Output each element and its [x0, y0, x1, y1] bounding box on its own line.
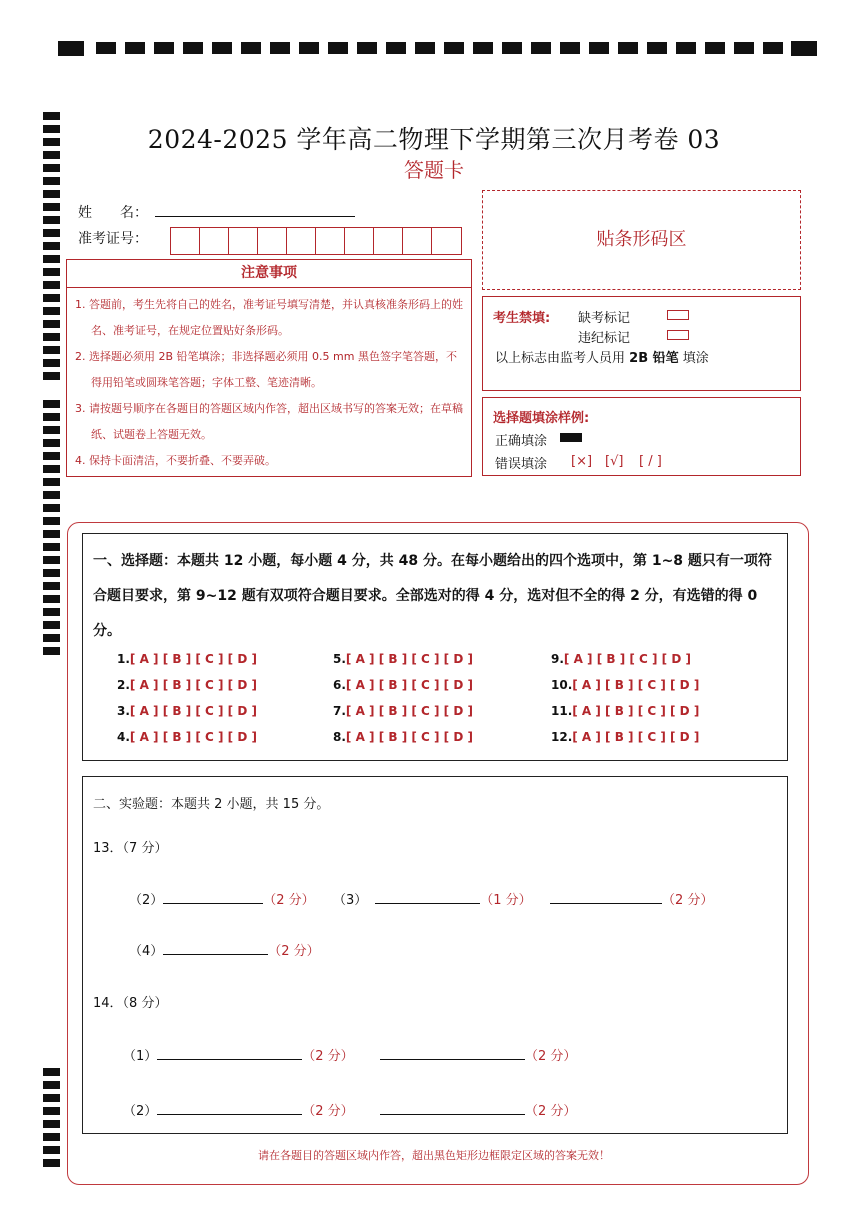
answer-options[interactable]: [ A ] [ B ] [ C ] [ D ]	[572, 678, 700, 692]
answer-options[interactable]: [ A ] [ B ] [ C ] [ D ]	[129, 704, 257, 718]
question-number: 5.	[333, 652, 346, 666]
timing-mark	[183, 42, 203, 54]
q14-part2-blank-1[interactable]	[157, 1103, 302, 1115]
choice-question	[333, 678, 473, 692]
notice-heading: 注意事项	[67, 260, 471, 288]
id-label: 准考证号：	[78, 231, 148, 247]
q13-part3-blank-2[interactable]	[550, 892, 662, 904]
timing-mark	[444, 42, 464, 54]
id-number-boxes[interactable]	[170, 227, 462, 255]
timing-mark	[473, 42, 493, 54]
timing-mark	[43, 634, 60, 642]
choice-question	[551, 730, 699, 744]
q14-label: 14．（8 分）	[93, 996, 168, 1011]
forbidden-box	[482, 296, 801, 391]
timing-mark	[43, 333, 60, 341]
absent-mark-box[interactable]	[667, 310, 689, 320]
timing-mark	[43, 517, 60, 525]
question-number: 1.	[117, 652, 130, 666]
timing-mark	[43, 307, 60, 315]
question-number: 4.	[117, 730, 130, 744]
timing-mark	[734, 42, 754, 54]
q13-part3-points-2: （2 分）	[661, 893, 714, 908]
choice-question	[551, 652, 691, 666]
timing-mark	[43, 112, 60, 120]
question-number: 2.	[117, 678, 130, 692]
question-number: 9.	[551, 652, 564, 666]
timing-mark	[154, 42, 174, 54]
timing-mark	[43, 1081, 60, 1089]
correct-fill-label: 正确填涂	[495, 434, 548, 449]
correct-fill-sample	[560, 433, 582, 442]
choice-question	[117, 704, 257, 718]
q13-row-1	[129, 889, 713, 908]
timing-mark	[43, 320, 60, 328]
timing-mark	[43, 268, 60, 276]
experiment-heading: 二、实验题：本题共 2 小题，共 15 分。	[93, 797, 330, 812]
timing-mark	[618, 42, 638, 54]
timing-mark	[43, 242, 60, 250]
footer-note: 请在各题目的答题区域内作答，超出黑色矩形边框限定区域的答案无效！	[258, 1149, 610, 1162]
q13-part3-points-1: （1 分）	[480, 893, 532, 908]
id-cell[interactable]	[171, 228, 200, 254]
q13-part2-points: （2 分）	[263, 893, 315, 908]
answer-options[interactable]: [ A ] [ B ] [ C ] [ D ]	[345, 730, 473, 744]
section-experiment	[82, 776, 788, 1134]
id-cell[interactable]	[374, 228, 403, 254]
timing-mark	[357, 42, 377, 54]
wrong-fill-label: 错误填涂	[495, 457, 548, 472]
name-label: 姓 名：	[78, 205, 148, 221]
timing-mark	[43, 504, 60, 512]
answer-options[interactable]: [ A ] [ B ] [ C ] [ D ]	[129, 678, 257, 692]
timing-mark	[96, 42, 116, 54]
notice-item-3: 3. 请按题号顺序在各题目的答题区域内作答，超出区域书写的答案无效；在草稿纸、试题卷上答题无效。	[75, 402, 463, 441]
section-choice	[82, 533, 788, 761]
timing-mark	[43, 372, 60, 380]
id-cell[interactable]	[316, 228, 345, 254]
choice-question	[117, 652, 257, 666]
id-cell[interactable]	[403, 228, 432, 254]
id-cell[interactable]	[432, 228, 461, 254]
timing-mark	[125, 42, 145, 54]
fill-example-box	[482, 397, 801, 476]
question-number: 3.	[117, 704, 130, 718]
question-number: 10.	[551, 678, 573, 692]
timing-mark	[43, 294, 60, 302]
timing-mark	[43, 621, 60, 629]
notice-box	[66, 259, 472, 477]
timing-mark	[589, 42, 609, 54]
name-field[interactable]	[155, 203, 355, 217]
timing-mark	[43, 400, 60, 408]
timing-mark	[647, 42, 667, 54]
question-number: 7.	[333, 704, 346, 718]
q14-part2-label: （2）	[123, 1104, 158, 1119]
forbidden-label: 考生禁填:	[493, 311, 551, 326]
forbidden-note-suffix: 填涂	[682, 351, 709, 366]
q13-part4-points: （2 分）	[268, 944, 320, 959]
timing-mark	[43, 426, 60, 434]
notice-item-1: 1. 答题前，考生先将自己的姓名，准考证号填写清楚，并认真核准条形码上的姓名、准考证号，在规定位置贴好条形码。	[75, 298, 463, 337]
timing-mark	[43, 543, 60, 551]
timing-mark	[791, 41, 817, 56]
answer-options[interactable]: [ A ] [ B ] [ C ] [ D ]	[345, 678, 473, 692]
q14-row-1	[123, 1045, 576, 1064]
timing-mark	[43, 190, 60, 198]
answer-options[interactable]: [ A ] [ B ] [ C ] [ D ]	[129, 730, 257, 744]
timing-mark	[58, 41, 84, 56]
timing-mark	[43, 255, 60, 263]
question-number: 11.	[551, 704, 573, 718]
timing-mark	[43, 281, 60, 289]
choice-question	[117, 678, 257, 692]
wrong-mark-check: [√]	[605, 454, 624, 469]
absent-label: 缺考标记	[578, 311, 631, 326]
q14-row-2	[123, 1100, 576, 1119]
q13-row-2	[129, 940, 320, 959]
question-number: 8.	[333, 730, 346, 744]
answer-options[interactable]: [ A ] [ B ] [ C ] [ D ]	[572, 730, 700, 744]
q14-part2-points-2: （2 分）	[524, 1104, 577, 1119]
timing-mark	[560, 42, 580, 54]
forbidden-note-bold: 2B 铅笔	[629, 351, 679, 366]
notice-item-2: 2. 选择题必须用 2B 铅笔填涂；非选择题必须用 0.5 mm 黑色签字笔答题，不得用铅笔或圆珠笔答题；字体工整、笔迹清晰。	[75, 350, 457, 389]
answer-options[interactable]: [ A ] [ B ] [ C ] [ D ]	[345, 652, 473, 666]
timing-mark	[43, 439, 60, 447]
timing-mark	[43, 216, 60, 224]
timing-mark	[43, 556, 60, 564]
id-cell[interactable]	[229, 228, 258, 254]
timing-mark	[270, 42, 290, 54]
answer-options[interactable]: [ A ] [ B ] [ C ] [ D ]	[129, 652, 257, 666]
timing-mark	[43, 1133, 60, 1141]
timing-mark	[43, 229, 60, 237]
timing-mark	[43, 582, 60, 590]
timing-mark	[43, 1068, 60, 1076]
q13-part4-blank[interactable]	[163, 943, 268, 955]
q14-part1-blank-1[interactable]	[157, 1048, 302, 1060]
timing-mark	[43, 1094, 60, 1102]
q14-part1-blank-2[interactable]	[380, 1048, 525, 1060]
answer-options[interactable]: [ A ] [ B ] [ C ] [ D ]	[572, 704, 700, 718]
choice-question	[551, 704, 699, 718]
timing-mark	[386, 42, 406, 54]
fill-example-heading: 选择题填涂样例:	[493, 411, 590, 426]
timing-mark	[676, 42, 696, 54]
violation-label: 违纪标记	[578, 331, 631, 346]
timing-mark	[43, 346, 60, 354]
timing-mark	[43, 491, 60, 499]
q14-part2-points-1: （2 分）	[302, 1104, 354, 1119]
timing-mark	[43, 595, 60, 603]
q14-part1-points-2: （2 分）	[524, 1049, 577, 1064]
timing-mark	[43, 608, 60, 616]
choice-instructions: 一、选择题：本题共 12 小题，每小题 4 分，共 48 分。在每小题给出的四个选项中，第 1~8 题只有一项符合题目要求，第 9~12 题有双项符合题目要求。全部选对的得 4 分，选对但不全的得 2 分，有选错的得 0 分。	[93, 553, 772, 639]
timing-mark	[531, 42, 551, 54]
id-cell[interactable]	[200, 228, 229, 254]
page-subtitle: 答题卡	[404, 158, 464, 182]
timing-mark	[43, 530, 60, 538]
timing-mark	[43, 452, 60, 460]
choice-question	[333, 730, 473, 744]
barcode-area[interactable]: 贴条形码区	[482, 190, 801, 290]
id-cell[interactable]	[258, 228, 287, 254]
notice-item-4: 4. 保持卡面清洁，不要折叠、不要弄破。	[75, 454, 276, 467]
q13-part3-blank-1[interactable]	[375, 892, 480, 904]
timing-mark	[43, 1107, 60, 1115]
id-cell[interactable]	[345, 228, 374, 254]
forbidden-note-prefix: 以上标志由监考人员用	[495, 351, 626, 366]
q13-part4-label: （4）	[129, 944, 164, 959]
choice-question	[117, 730, 257, 744]
violation-mark-box[interactable]	[667, 330, 689, 340]
timing-mark	[212, 42, 232, 54]
timing-mark	[43, 413, 60, 421]
page-title: 2024-2025 学年高二物理下学期第三次月考卷 03	[147, 125, 721, 154]
timing-mark	[43, 1120, 60, 1128]
choice-question	[551, 678, 699, 692]
q14-part2-blank-2[interactable]	[380, 1103, 525, 1115]
wrong-mark-slash: [ / ]	[639, 454, 662, 469]
timing-mark	[43, 478, 60, 486]
timing-mark	[43, 203, 60, 211]
q13-part3-label: （3）	[332, 893, 368, 908]
timing-mark	[241, 42, 261, 54]
timing-mark	[299, 42, 319, 54]
q13-part2-label: （2）	[129, 893, 164, 908]
timing-mark	[705, 42, 725, 54]
q13-label: 13．（7 分）	[93, 841, 168, 856]
question-number: 6.	[333, 678, 346, 692]
question-number: 12.	[551, 730, 573, 744]
timing-mark	[43, 647, 60, 655]
timing-mark	[502, 42, 522, 54]
wrong-mark-cross: [×]	[571, 454, 593, 469]
timing-mark	[43, 569, 60, 577]
timing-mark	[328, 42, 348, 54]
choice-question	[333, 704, 473, 718]
q14-part1-points-1: （2 分）	[302, 1049, 354, 1064]
timing-mark	[763, 42, 783, 54]
choice-question	[333, 652, 473, 666]
timing-mark	[43, 465, 60, 473]
q14-part1-label: （1）	[123, 1049, 158, 1064]
timing-mark	[43, 359, 60, 367]
answer-options[interactable]: [ A ] [ B ] [ C ] [ D ]	[563, 652, 691, 666]
answer-options[interactable]: [ A ] [ B ] [ C ] [ D ]	[345, 704, 473, 718]
id-cell[interactable]	[287, 228, 316, 254]
forbidden-note	[495, 347, 709, 366]
q13-part2-blank[interactable]	[163, 892, 263, 904]
timing-mark	[415, 42, 435, 54]
